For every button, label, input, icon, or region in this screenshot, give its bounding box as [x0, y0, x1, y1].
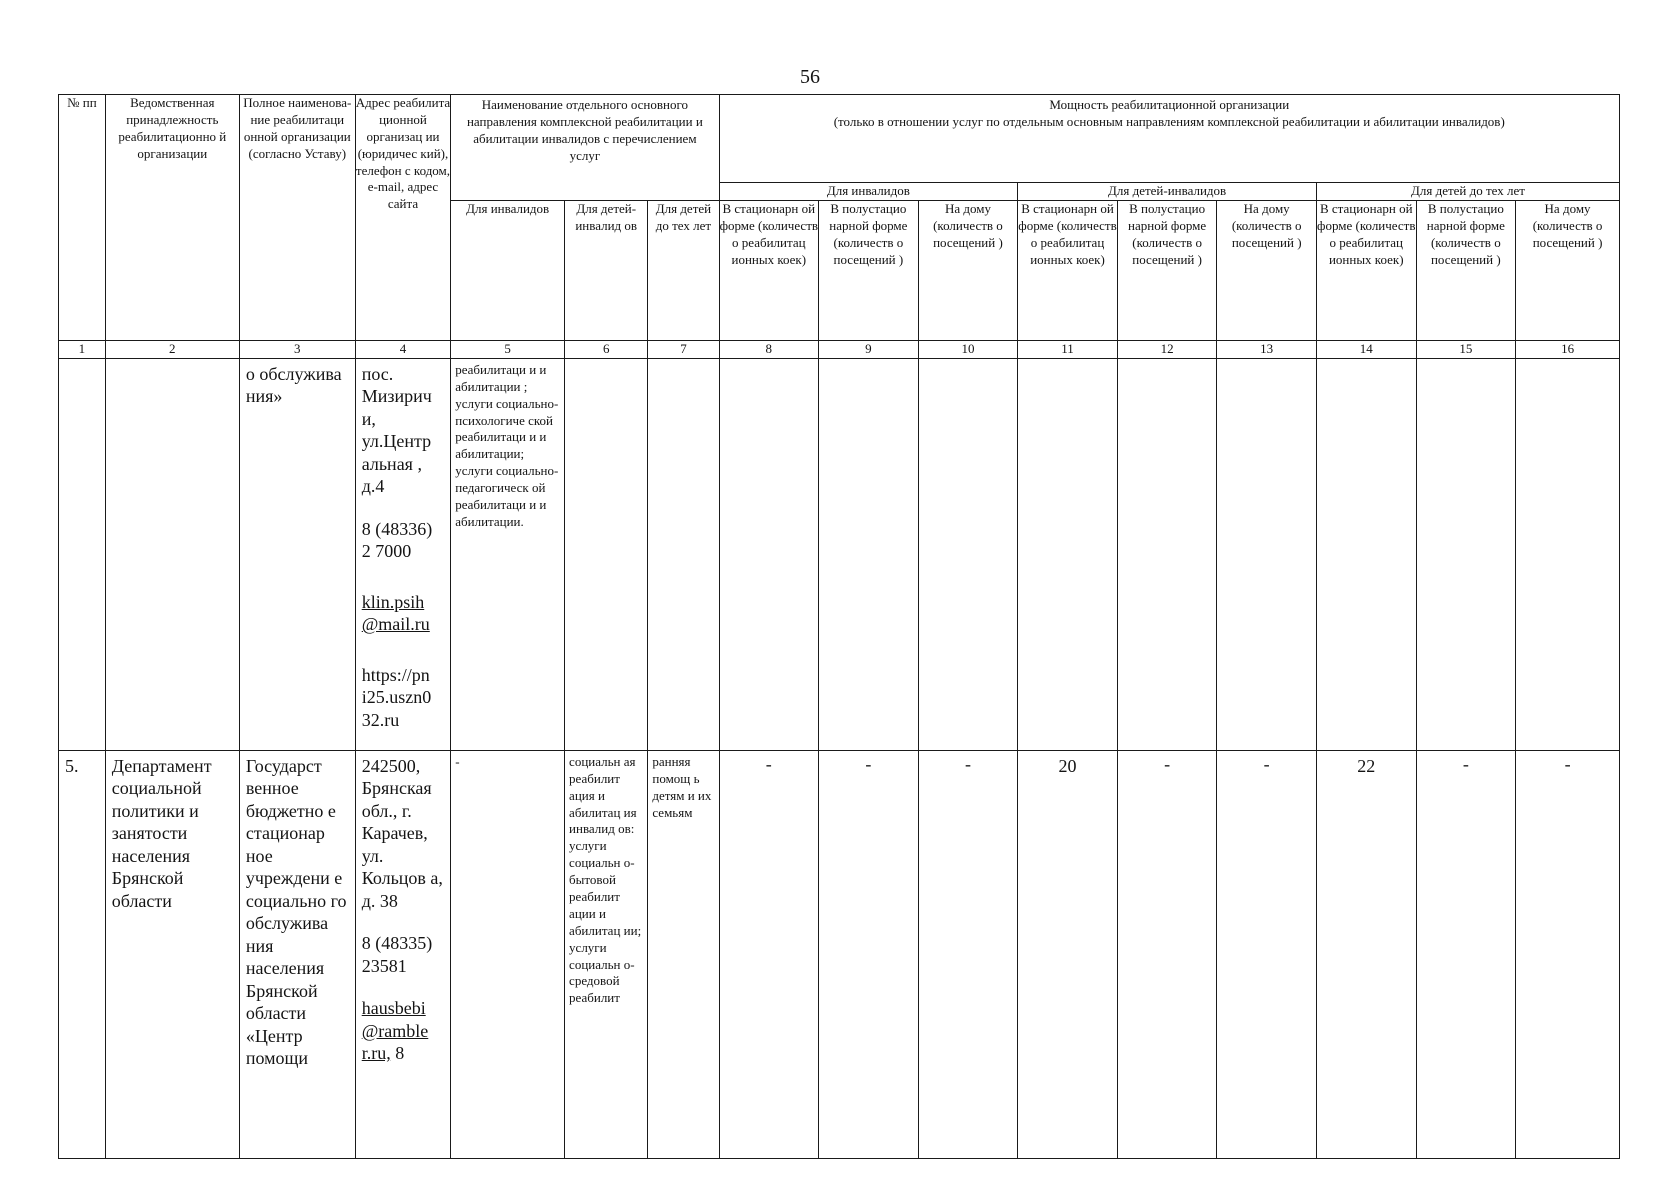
direction-young-cell: ранняя помощ ь детям и их семьям [648, 750, 719, 1158]
table-row [59, 358, 1620, 750]
capacity-young-stationary: 22 [1316, 750, 1416, 1158]
capacity-children-stationary: 20 [1018, 750, 1118, 1158]
cell-empty [1416, 358, 1516, 750]
cell-empty [719, 358, 819, 750]
header-col-3: Полное наименова-ние реабилитаци онной организации (согласно Уставу) [239, 95, 355, 341]
address-text: пос. Мизирич и, ул.Центр альная , д.4 [361, 363, 432, 497]
cell-empty [1217, 358, 1317, 750]
direction-invalid-cell: - [451, 750, 565, 1158]
column-number: 13 [1217, 341, 1317, 359]
column-number: 14 [1316, 341, 1416, 359]
capacity-invalid-semistationary: - [819, 750, 919, 1158]
phone-text: 8 (48336) 2 7000 [361, 518, 433, 562]
column-number: 1 [59, 341, 106, 359]
header-group-direction: Наименование отдельного основного направления комплексной реабилитации и абилитации инвалидов с перечислением услуг [451, 95, 719, 201]
header-col-13: На дому (количеств о посещений ) [1217, 201, 1317, 341]
capacity-young-semistationary: - [1416, 750, 1516, 1158]
cell-empty [1316, 358, 1416, 750]
email-link[interactable]: hausbebi @ramble r.ru, [361, 998, 429, 1064]
column-number: 7 [648, 341, 719, 359]
column-number: 10 [918, 341, 1018, 359]
cell-empty [648, 358, 719, 750]
page-number: 56 [800, 66, 820, 88]
header-col-1: № пп [59, 95, 106, 341]
column-number: 5 [451, 341, 565, 359]
header-col-15: В полустацио нарной форме (количеств о посещений ) [1416, 201, 1516, 341]
header-col-8: В стационарн ой форме (количеств о реабилитац ионных коек) [719, 201, 819, 341]
header-sub-young: Для детей до тех лет [1316, 183, 1619, 201]
header-sub-children: Для детей-инвалидов [1018, 183, 1317, 201]
header-col-11: В стационарн ой форме (количеств о реабилитац ионных коек) [1018, 201, 1118, 341]
table-row [59, 750, 1620, 1158]
column-number: 9 [819, 341, 919, 359]
column-number: 8 [719, 341, 819, 359]
column-number: 11 [1018, 341, 1118, 359]
address-text: 242500, Брянская обл., г. Карачев, ул. Кольцов а, д. 38 [361, 755, 443, 911]
phone-text: 8 (48335) 23581 [361, 933, 433, 976]
header-sub-invalid: Для инвалидов [719, 183, 1018, 201]
capacity-invalid-stationary: - [719, 750, 819, 1158]
column-number: 4 [355, 341, 451, 359]
header-col-6: Для детей-инвалид ов [565, 201, 648, 341]
header-col-2: Ведомственная принадлежность реабилитационно й организации [105, 95, 239, 341]
email-line [362, 997, 445, 1065]
column-number: 3 [239, 341, 355, 359]
cell-empty [59, 358, 106, 750]
cell-empty [819, 358, 919, 750]
header-col-9: В полустацио нарной форме (количеств о посещений ) [819, 201, 919, 341]
capacity-children-home: - [1217, 750, 1317, 1158]
org-address-cell [355, 750, 451, 1158]
cell-empty [918, 358, 1018, 750]
cell-empty [1516, 358, 1620, 750]
org-name-continued: о обслужива ния» [239, 358, 355, 750]
rehabilitation-organizations-table [58, 94, 1620, 1159]
org-address-continued [355, 358, 451, 750]
email-link[interactable]: klin.psih @mail.ru [361, 591, 430, 635]
direction-invalid-continued: реабилитаци и и абилитации ; услуги социально-психологиче ской реабилитаци и и абилитации; услуги социально-педагогическ ой реабилитаци и и абилитации. [451, 358, 565, 750]
capacity-invalid-home: - [918, 750, 1018, 1158]
email-suffix: 8 [390, 1043, 405, 1064]
header-col-5: Для инвалидов [451, 201, 565, 341]
website-link[interactable]: https://pn i25.uszn0 32.ru [361, 664, 432, 730]
header-col-7: Для детей до тех лет [648, 201, 719, 341]
department-cell: Департамент социальной политики и занятости населения Брянской области [105, 750, 239, 1158]
column-number: 16 [1516, 341, 1620, 359]
org-name-cell: Государст венное бюджетно е стационар ное учреждени е социально го обслужива ния населения Брянской области «Центр помощи [239, 750, 355, 1158]
column-number: 15 [1416, 341, 1516, 359]
header-col-4: Адрес реабилита ционной организац ии (юридичес кий), телефон с кодом, e-mail, адрес сайта [355, 95, 451, 341]
cell-empty [1117, 358, 1217, 750]
header-capacity-title: Мощность реабилитационной организации [1049, 97, 1290, 112]
column-number: 2 [105, 341, 239, 359]
cell-empty [1018, 358, 1118, 750]
cell-empty [105, 358, 239, 750]
header-col-16: На дому (количеств о посещений ) [1516, 201, 1620, 341]
column-number: 6 [565, 341, 648, 359]
capacity-children-semistationary: - [1117, 750, 1217, 1158]
row-number: 5. [59, 750, 106, 1158]
cell-empty [565, 358, 648, 750]
direction-children-cell: социальн ая реабилит ация и абилитац ия инвалид ов: услуги социальн о-бытовой реабилит ации и абилитац ии; услуги социальн о-средовой реабилит [565, 750, 648, 1158]
capacity-young-home: - [1516, 750, 1620, 1158]
header-col-12: В полустацио нарной форме (количеств о посещений ) [1117, 201, 1217, 341]
header-group-capacity [719, 95, 1620, 183]
header-col-14: В стационарн ой форме (количеств о реабилитац ионных коек) [1316, 201, 1416, 341]
header-col-10: На дому (количеств о посещений ) [918, 201, 1018, 341]
column-number: 12 [1117, 341, 1217, 359]
header-capacity-subtitle: (только в отношении услуг по отдельным основным направлениям комплексной реабилитации и абилитации инвалидов) [833, 113, 1505, 129]
